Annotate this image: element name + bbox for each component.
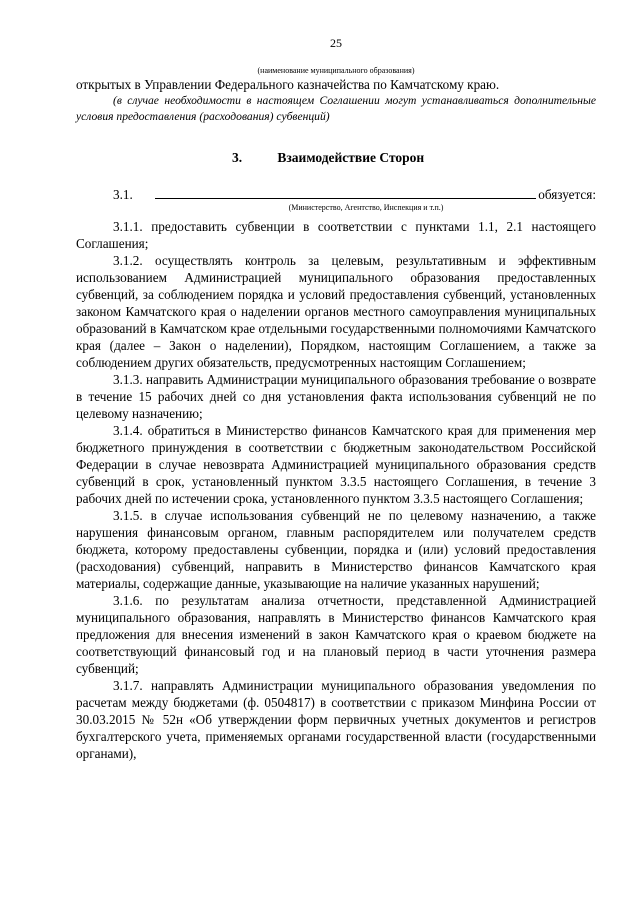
clause-3-1-suffix: обязуется: bbox=[538, 187, 596, 202]
clause-text: направить Администрации муниципального образования требование о возврате в течение 15 рабочих дней со дня установления факта использования субвенций не по целевому назначению; bbox=[76, 372, 596, 421]
party-caption: (Министерство, Агентство, Инспекция и т.п.) bbox=[288, 203, 444, 212]
clause-number: 3.1.1. bbox=[113, 219, 143, 234]
clause-3-1-1 bbox=[76, 218, 596, 252]
clause-text: осуществлять контроль за целевым, результативным и эффективным использованием Администрацией муниципального образования предоставленных субвенций, за соблюдением порядка и условий предоставления субвенций, установленных законом Камчатского края о наделении органов местного самоуправления муниципальных образований в Камчатском крае отдельными государственными полномочиями Камчатского края (далее – Закон о наделении), Порядком, настоящим Соглашением, а также за соблюдением других обязательств, предусмотренных настоящим Соглашением; bbox=[76, 253, 597, 370]
page-number: 25 bbox=[330, 36, 342, 50]
municipality-caption: (наименование муниципального образования) bbox=[257, 66, 415, 75]
clause-number: 3.1.3. bbox=[113, 372, 143, 387]
clause-3-1 bbox=[76, 186, 596, 203]
treasury-line: открытых в Управлении Федерального казначейства по Камчатскому краю. bbox=[76, 77, 500, 92]
clause-3-1-3 bbox=[76, 371, 596, 422]
section-title: Взаимодействие Сторон bbox=[277, 150, 425, 165]
clause-3-1-5 bbox=[76, 507, 596, 592]
clause-number: 3.1.5. bbox=[113, 508, 143, 523]
clause-text: обратиться в Министерство финансов Камчатского края для применения мер бюджетного принуждения в соответствии с бюджетным законодательством Российской Федерации в случае невозврата Администрацией муниципального образования средств субвенций в срок, установленный пунктом 3.3.5 настоящего Соглашения, в течение 3 рабочих дней по истечении срока, установленного пунктом 3.3.5 настоящего Соглашения; bbox=[76, 423, 596, 506]
clause-3-1-4 bbox=[76, 422, 596, 507]
section-number: 3. bbox=[232, 150, 243, 165]
clause-3-1-6 bbox=[76, 592, 596, 677]
clause-number: 3.1.4. bbox=[113, 423, 143, 438]
clause-text: в случае использования субвенций не по целевому назначению, а также нарушения финансовым органом, главным распорядителем или получателем средств бюджета, которому предоставлены субвенции, порядка и (или) условий предоставления (расходования) субвенций, направить в Министерство финансов Камчатского края материалы, содержащие данные, указывающие на наличие указанных нарушений; bbox=[76, 508, 596, 591]
additional-conditions-note: (в случае необходимости в настоящем Соглашении могут устанавливаться дополнительные условия предоставления (расходования) субвенций) bbox=[76, 94, 596, 123]
party-blank-line bbox=[155, 197, 536, 199]
clause-number: 3.1.7. bbox=[113, 678, 143, 693]
clause-3-1-2 bbox=[76, 252, 596, 371]
clause-text: направлять Администрации муниципального образования уведомления по расчетам между бюджетами (ф. 0504817) в соответствии с приказом Минфина России от 30.03.2015 № 52н «Об утверждении форм первичных учетных документов и регистров бухгалтерского учета, применяемых органами государственной власти (государственными органами), bbox=[76, 678, 596, 761]
clause-text: по результатам анализа отчетности, представленной Администрацией муниципального образования, направлять в Министерство финансов Камчатского края предложения для внесения изменений в закон Камчатского края о краевом бюджете на соответствующий финансовый год и на плановый период в части уточнения размера субвенций; bbox=[76, 593, 597, 676]
clause-3-1-number: 3.1. bbox=[113, 187, 133, 202]
clause-3-1-7 bbox=[76, 677, 596, 762]
section-heading bbox=[76, 149, 596, 166]
document-page bbox=[76, 36, 596, 762]
clause-text: предоставить субвенции в соответствии с пунктами 1.1, 2.1 настоящего Соглашения; bbox=[76, 219, 596, 251]
clause-number: 3.1.6. bbox=[113, 593, 143, 608]
clause-number: 3.1.2. bbox=[113, 253, 143, 268]
